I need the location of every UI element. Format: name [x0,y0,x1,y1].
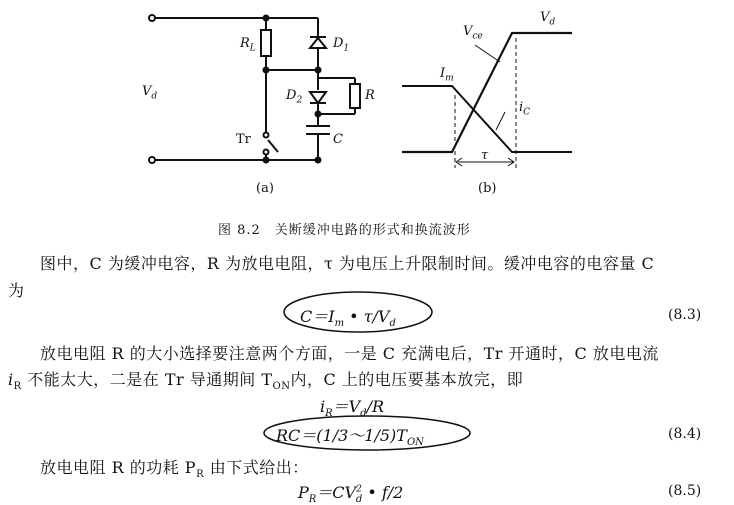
label-vd: $V_d$ [142,84,158,102]
label-ic: $i_C$ [519,100,531,118]
paragraph-3: 放电电阻 R 的功耗 $P_R$ 由下式给出： [40,458,309,481]
equation-number-8-5: (8.5) [668,483,702,499]
equation-8-3: $C=I_m$ • $\tau/V_d$ [300,307,396,330]
figure-drawing [0,0,734,240]
paragraph-1-line-2: 为 [8,281,25,300]
paragraph-2-line-2: $i_R$ 不能太大，二是在 Tr 导通期间 $T_{ON}$内，C 上的电压要基本放完，即 [8,370,524,393]
figure-b-tag: (b) [478,181,497,196]
label-rl: $R_L$ [240,36,256,54]
label-d2: $D_2$ [286,88,303,106]
label-d1: $D_1$ [333,36,350,54]
paragraph-2-line-1: 放电电阻 R 的大小选择要注意两个方面，一是 C 充满电后，Tr 开通时，C 放电电流 [40,344,659,363]
label-r: R [365,88,375,103]
label-tau: τ [481,148,489,163]
label-tr: Tr [236,132,251,147]
equation-number-8-3: (8.3) [668,307,702,323]
label-vce: $V_{ce}$ [463,24,483,42]
equation-8-4-first: $i_R=V_d/R$ [320,397,385,420]
figure-caption: 图 8.2 关断缓冲电路的形式和换流波形 [218,223,471,238]
label-im: $I_m$ [440,66,454,84]
figure-a-tag: (a) [256,181,274,196]
equation-8-5: $P_R=CV^2_d$ • f/2 [298,483,404,505]
label-vd-wave: $V_d$ [540,10,556,28]
label-c: C [333,132,343,147]
equation-8-4-second: $RC=(1/3\sim 1/5)T_{ON}$ [276,426,424,449]
paragraph-1-line-1: 图中，C 为缓冲电容，R 为放电电阻，τ 为电压上升限制时间。缓冲电容的电容量 C [40,254,655,273]
equation-number-8-4: (8.4) [668,426,702,442]
